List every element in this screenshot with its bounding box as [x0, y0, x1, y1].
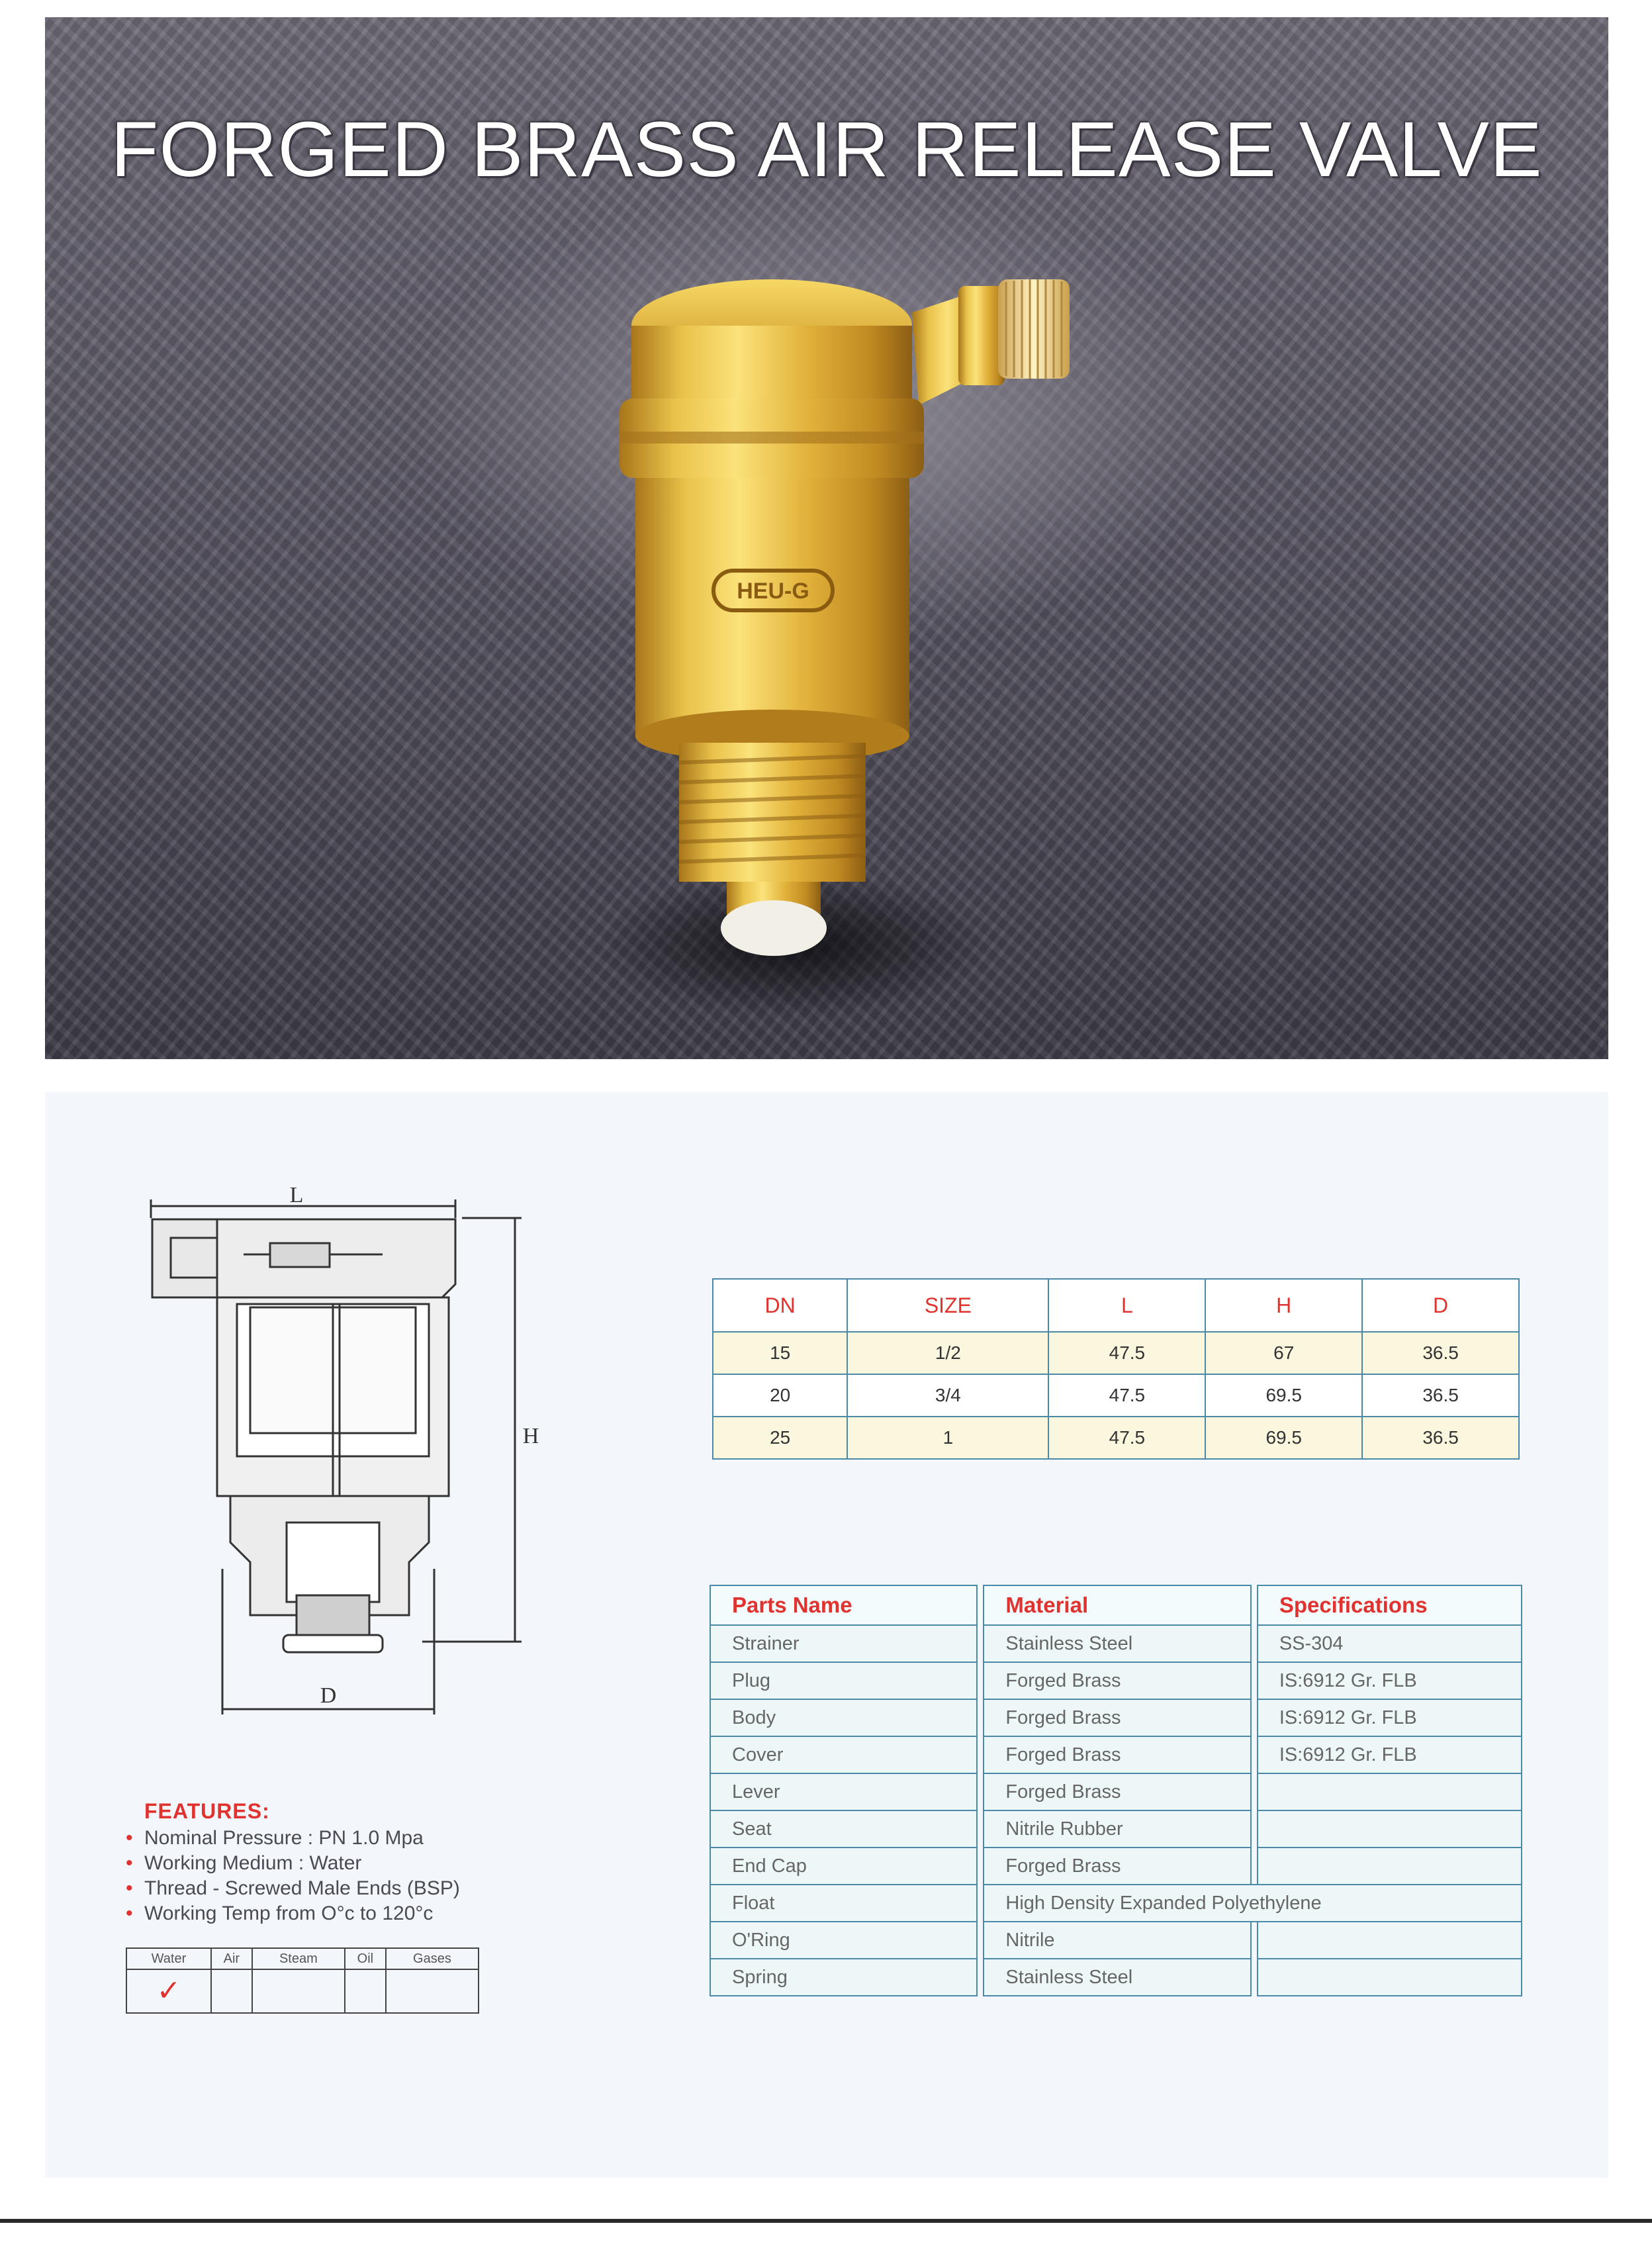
table-row [713, 1417, 1519, 1459]
table-cell: 20 [713, 1374, 847, 1417]
table-cell: Strainer [710, 1625, 977, 1662]
table-row [710, 1959, 1522, 1996]
table-cell: Spring [710, 1959, 977, 1996]
table-cell: Forged Brass [984, 1773, 1250, 1810]
media-cell-air [211, 1969, 252, 2013]
table-cell: 47.5 [1048, 1332, 1205, 1374]
table-cell [1258, 1959, 1522, 1996]
table-cell: Float [710, 1885, 977, 1922]
table-cell: Lever [710, 1773, 977, 1810]
feature-item: • Thread - Screwed Male Ends (BSP) [124, 1876, 460, 1901]
brand-logo: HEU-G [737, 579, 809, 604]
media-cell-water [126, 1969, 211, 2013]
working-media-table [126, 1947, 479, 2014]
features-heading: FEATURES: [144, 1799, 270, 1823]
column-header: L [1048, 1279, 1205, 1332]
column-header: SIZE [847, 1279, 1048, 1332]
table-cell: 36.5 [1362, 1374, 1519, 1417]
table-cell: 36.5 [1362, 1417, 1519, 1459]
features-list [124, 1826, 460, 1926]
table-cell: Stainless Steel [984, 1625, 1250, 1662]
table-cell: Forged Brass [984, 1848, 1250, 1885]
table-cell: 47.5 [1048, 1417, 1205, 1459]
table-row [710, 1736, 1522, 1773]
table-row [710, 1699, 1522, 1736]
table-cell: 69.5 [1205, 1417, 1362, 1459]
media-cell-gases [386, 1969, 479, 2013]
table-cell: 47.5 [1048, 1374, 1205, 1417]
table-cell [1258, 1848, 1522, 1885]
dimensions-table [712, 1278, 1520, 1460]
table-cell: Nitrile Rubber [984, 1810, 1250, 1848]
table-cell: 36.5 [1362, 1332, 1519, 1374]
column-header: D [1362, 1279, 1519, 1332]
media-cell-steam [252, 1969, 345, 2013]
feature-item: • Working Medium : Water [124, 1851, 460, 1876]
table-cell: 1/2 [847, 1332, 1048, 1374]
column-header: DN [713, 1279, 847, 1332]
column-header: Specifications [1258, 1585, 1522, 1625]
table-cell: Forged Brass [984, 1662, 1250, 1699]
table-cell: Cover [710, 1736, 977, 1773]
table-cell: 25 [713, 1417, 847, 1459]
table-cell: SS-304 [1258, 1625, 1522, 1662]
page-bottom-rule [0, 2219, 1652, 2223]
table-cell: Seat [710, 1810, 977, 1848]
product-photo-panel [45, 17, 1608, 1059]
table-cell: Forged Brass [984, 1699, 1250, 1736]
table-cell: Body [710, 1699, 977, 1736]
feature-item: • Nominal Pressure : PN 1.0 Mpa [124, 1826, 460, 1851]
table-row [710, 1848, 1522, 1885]
media-header-oil: Oil [345, 1948, 386, 1969]
table-cell: O'Ring [710, 1922, 977, 1959]
table-cell: 3/4 [847, 1374, 1048, 1417]
media-header-air: Air [211, 1948, 252, 1969]
table-cell: IS:6912 Gr. FLB [1258, 1699, 1522, 1736]
table-cell: Forged Brass [984, 1736, 1250, 1773]
table-cell [1258, 1773, 1522, 1810]
table-row [710, 1885, 1522, 1922]
table-row [713, 1374, 1519, 1417]
valve-technical-drawing [144, 1183, 568, 1708]
page-title: FORGED BRASS AIR RELEASE VALVE [111, 106, 1543, 193]
table-row [710, 1662, 1522, 1699]
dimension-label-H: H [522, 1424, 539, 1448]
column-header: Material [984, 1585, 1250, 1625]
table-row [710, 1773, 1522, 1810]
table-cell: Stainless Steel [984, 1959, 1250, 1996]
media-header-steam: Steam [252, 1948, 345, 1969]
dimension-label-L: L [289, 1183, 304, 1207]
parts-table [710, 1585, 1522, 1996]
column-header: H [1205, 1279, 1362, 1332]
media-header-water: Water [126, 1948, 211, 1969]
table-cell: Nitrile [984, 1922, 1250, 1959]
feature-item: • Working Temp from O°c to 120°c [124, 1901, 460, 1926]
specification-panel [45, 1092, 1608, 2178]
table-cell: IS:6912 Gr. FLB [1258, 1662, 1522, 1699]
media-header-gases: Gases [386, 1948, 479, 1969]
table-cell: IS:6912 Gr. FLB [1258, 1736, 1522, 1773]
table-row [710, 1625, 1522, 1662]
dimension-label-D: D [320, 1683, 337, 1708]
table-cell: 67 [1205, 1332, 1362, 1374]
table-cell: 1 [847, 1417, 1048, 1459]
checkmark-icon: ✓ [156, 1975, 181, 2007]
table-cell [1258, 1810, 1522, 1848]
column-header: Parts Name [710, 1585, 977, 1625]
table-row [713, 1332, 1519, 1374]
table-row [710, 1810, 1522, 1848]
table-cell: 15 [713, 1332, 847, 1374]
table-cell: 69.5 [1205, 1374, 1362, 1417]
table-cell: High Density Expanded Polyethylene [984, 1885, 1522, 1922]
table-cell [1258, 1922, 1522, 1959]
table-cell: End Cap [710, 1848, 977, 1885]
table-cell: Plug [710, 1662, 977, 1699]
table-row [710, 1922, 1522, 1959]
media-cell-oil [345, 1969, 386, 2013]
valve-product-image [601, 240, 1130, 968]
